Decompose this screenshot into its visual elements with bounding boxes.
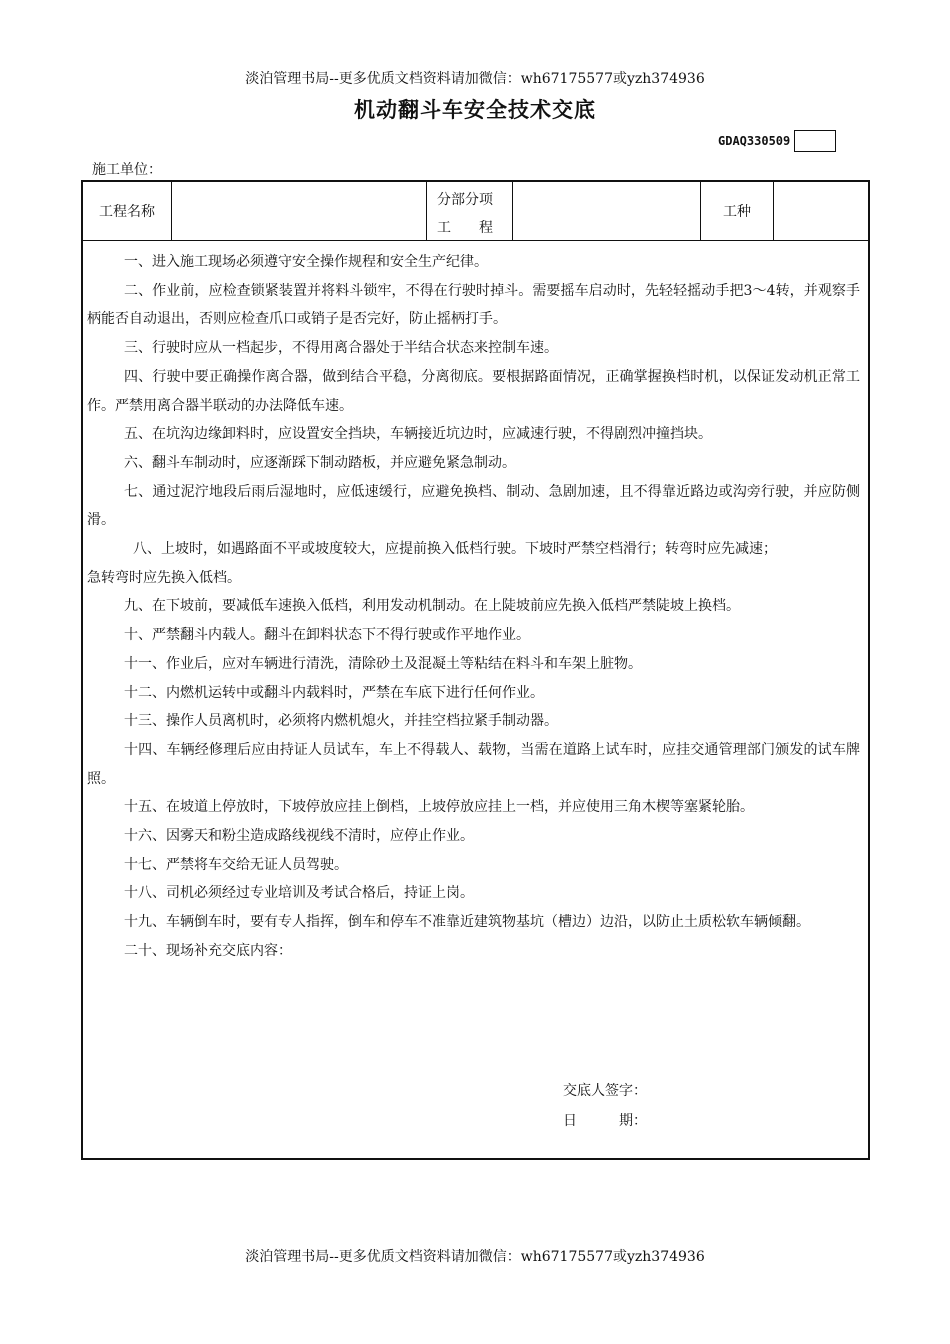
project-name-label-cell <box>83 182 172 240</box>
construction-unit-label: 施工单位： <box>92 162 162 178</box>
briefing-item: 十九、车辆倒车时，要有专人指挥，倒车和停车不准靠近建筑物基坑（槽边）边沿，以防止土质松软车辆倾翻。 <box>124 914 810 931</box>
briefing-item: 十、严禁翻斗内载人。翻斗在卸料状态下不得行驶或作平地作业。 <box>124 627 530 644</box>
briefing-item: 十六、因雾天和粉尘造成路线视线不清时，应停止作业。 <box>124 828 474 845</box>
footer-watermark: 淡泊管理书局--更多优质文档资料请加微信：wh67175577或yzh374936 <box>245 1249 705 1265</box>
briefing-item: 五、在坑沟边缘卸料时，应设置安全挡块，车辆接近坑边时，应减速行驶，不得剧烈冲撞挡块。 <box>124 426 712 443</box>
briefing-item: 九、在下坡前，要减低车速换入低档，利用发动机制动。在上陡坡前应先换入低档严禁陡坡上换档。 <box>124 598 740 615</box>
sub-project-value-cell[interactable] <box>513 182 701 240</box>
doc-code-box[interactable] <box>794 130 836 152</box>
briefing-item: 十二、内燃机运转中或翻斗内载料时，严禁在车底下进行任何作业。 <box>124 684 544 701</box>
briefing-item: 十四、车辆经修理后应由持证人员试车，车上不得载人、载物，当需在道路上试车时，应挂交通管理部门颁发的试车牌照。 <box>87 741 860 787</box>
briefing-item: 十八、司机必须经过专业培训及考试合格后，持证上岗。 <box>124 885 474 902</box>
work-type-label-cell <box>701 182 774 240</box>
briefing-item: 四、行驶中要正确操作离合器，做到结合平稳，分离彻底。要根据路面情况，正确掌握换档时机，以保证发动机正常工作。严禁用离合器半联动的办法降低车速。 <box>87 368 860 414</box>
work-type-label: 工种 <box>723 204 751 220</box>
briefing-item: 一、进入施工现场必须遵守安全操作规程和安全生产纪律。 <box>124 254 488 270</box>
project-name-value-cell[interactable] <box>172 182 427 240</box>
doc-code-row <box>718 130 836 152</box>
sub-project-label-line2: 工 程 <box>437 220 493 236</box>
briefing-item: 二、作业前，应检查锁紧装置并将料斗锁牢，不得在行驶时掉斗。需要摇车启动时，先轻轻摇动手把3～4转，并观察手柄能否自动退出，否则应检查爪口或销子是否完好，防止摇柄打手。 <box>87 282 860 328</box>
briefing-item: 十五、在坡道上停放时，下坡停放应挂上倒档，上坡停放应挂上一档，并应使用三角木楔等塞紧轮胎。 <box>124 799 754 816</box>
table-header-row <box>83 182 868 241</box>
work-type-value-cell[interactable] <box>774 182 868 240</box>
briefing-item: 三、行驶时应从一档起步，不得用离合器处于半结合状态来控制车速。 <box>124 340 558 357</box>
briefing-item: 十一、作业后，应对车辆进行清洗，清除砂土及混凝土等粘结在料斗和车架上脏物。 <box>124 655 642 672</box>
briefing-item: 六、翻斗车制动时，应逐渐踩下制动踏板，并应避免紧急制动。 <box>124 454 516 471</box>
document-title: 机动翻斗车安全技术交底 <box>354 98 596 122</box>
sub-project-label-cell <box>427 182 513 240</box>
sub-project-label-line1: 分部分项 <box>437 192 493 208</box>
project-name-label: 工程名称 <box>99 204 155 220</box>
briefing-item: 十七、严禁将车交给无证人员驾驶。 <box>124 856 348 873</box>
date-label: 日 期： <box>563 1113 647 1129</box>
briefing-table <box>81 180 870 1160</box>
signer-label: 交底人签字： <box>563 1083 647 1099</box>
header-watermark: 淡泊管理书局--更多优质文档资料请加微信：wh67175577或yzh374936 <box>245 71 705 87</box>
briefing-item: 十三、操作人员离机时，必须将内燃机熄火，并挂空档拉紧手制动器。 <box>124 713 558 730</box>
briefing-item: 二十、现场补充交底内容： <box>124 942 292 959</box>
briefing-content <box>83 240 868 966</box>
briefing-item: 七、通过泥泞地段后雨后湿地时，应低速缓行，应避免换档、制动、急剧加速，且不得靠近路边或沟旁行驶，并应防侧滑。 <box>87 483 860 529</box>
briefing-item: 急转弯时应先换入低档。 <box>87 569 241 586</box>
briefing-item: 八、上坡时，如遇路面不平或坡度较大，应提前换入低档行驶。下坡时严禁空档滑行；转弯时应先减速； <box>133 541 777 558</box>
doc-code: GDAQ330509 <box>718 134 791 148</box>
